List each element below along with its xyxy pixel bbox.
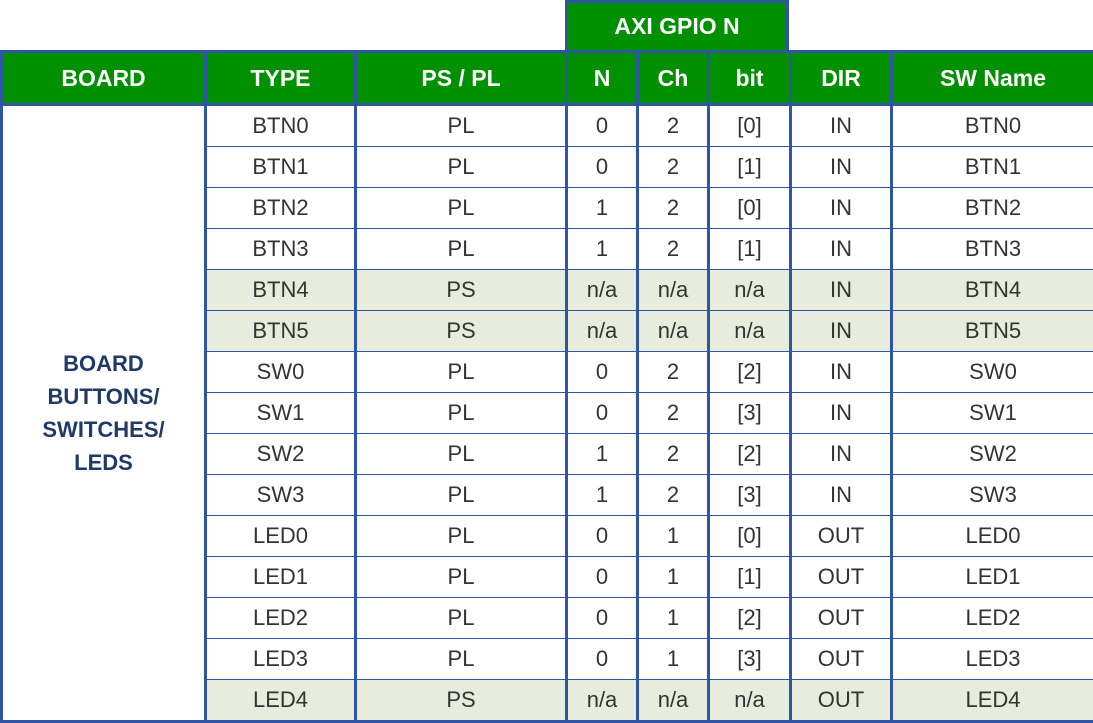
cell-n: 0	[567, 516, 638, 557]
cell-n: 0	[567, 105, 638, 147]
cell-sw-name: LED4	[892, 680, 1093, 722]
board-group-line: BUTTONS/	[9, 380, 198, 413]
col-header-ch: Ch	[638, 52, 709, 105]
cell-type: SW0	[206, 352, 356, 393]
cell-sw-name: SW0	[892, 352, 1093, 393]
cell-bit: [2]	[709, 598, 791, 639]
cell-dir: OUT	[791, 557, 892, 598]
cell-type: BTN4	[206, 270, 356, 311]
table-row	[2, 105, 1093, 147]
cell-n: n/a	[567, 311, 638, 352]
cell-type: BTN0	[206, 105, 356, 147]
cell-n: 0	[567, 393, 638, 434]
cell-dir: IN	[791, 311, 892, 352]
cell-n: 1	[567, 229, 638, 270]
cell-n: n/a	[567, 270, 638, 311]
board-group-label	[2, 105, 206, 722]
cell-ch: 2	[638, 393, 709, 434]
col-header-ps-pl: PS / PL	[356, 52, 567, 105]
cell-sw-name: SW3	[892, 475, 1093, 516]
cell-n: 0	[567, 557, 638, 598]
cell-dir: IN	[791, 434, 892, 475]
cell-ps-pl: PL	[356, 352, 567, 393]
cell-bit: n/a	[709, 311, 791, 352]
cell-sw-name: LED1	[892, 557, 1093, 598]
cell-dir: IN	[791, 393, 892, 434]
cell-ps-pl: PL	[356, 229, 567, 270]
cell-bit: [0]	[709, 105, 791, 147]
cell-sw-name: LED3	[892, 639, 1093, 680]
cell-ch: n/a	[638, 680, 709, 722]
cell-n: 0	[567, 147, 638, 188]
cell-bit: [2]	[709, 352, 791, 393]
cell-sw-name: SW2	[892, 434, 1093, 475]
cell-bit: [0]	[709, 516, 791, 557]
cell-sw-name: SW1	[892, 393, 1093, 434]
cell-dir: IN	[791, 105, 892, 147]
gpio-mapping-table	[0, 50, 1093, 723]
cell-sw-name: BTN1	[892, 147, 1093, 188]
col-header-type: TYPE	[206, 52, 356, 105]
board-group-line: LEDS	[9, 446, 198, 479]
cell-type: SW3	[206, 475, 356, 516]
cell-ch: 2	[638, 188, 709, 229]
cell-sw-name: BTN3	[892, 229, 1093, 270]
cell-dir: IN	[791, 229, 892, 270]
cell-type: BTN2	[206, 188, 356, 229]
cell-bit: n/a	[709, 270, 791, 311]
cell-sw-name: BTN0	[892, 105, 1093, 147]
cell-ps-pl: PL	[356, 557, 567, 598]
cell-type: BTN3	[206, 229, 356, 270]
cell-ch: 2	[638, 352, 709, 393]
cell-dir: OUT	[791, 598, 892, 639]
cell-type: LED3	[206, 639, 356, 680]
axi-gpio-header: AXI GPIO N	[565, 0, 789, 50]
cell-sw-name: BTN4	[892, 270, 1093, 311]
cell-n: 1	[567, 475, 638, 516]
cell-type: SW1	[206, 393, 356, 434]
cell-ch: 1	[638, 516, 709, 557]
cell-type: BTN1	[206, 147, 356, 188]
cell-type: BTN5	[206, 311, 356, 352]
cell-ps-pl: PL	[356, 598, 567, 639]
cell-ch: 2	[638, 434, 709, 475]
cell-type: LED0	[206, 516, 356, 557]
cell-ps-pl: PS	[356, 311, 567, 352]
cell-bit: [2]	[709, 434, 791, 475]
cell-bit: [1]	[709, 229, 791, 270]
cell-bit: [0]	[709, 188, 791, 229]
cell-ps-pl: PL	[356, 393, 567, 434]
cell-type: LED4	[206, 680, 356, 722]
cell-ps-pl: PS	[356, 270, 567, 311]
cell-type: LED1	[206, 557, 356, 598]
cell-dir: OUT	[791, 516, 892, 557]
header-row	[2, 52, 1093, 105]
cell-ps-pl: PL	[356, 475, 567, 516]
cell-n: 1	[567, 188, 638, 229]
cell-dir: IN	[791, 270, 892, 311]
cell-ch: 2	[638, 147, 709, 188]
cell-dir: IN	[791, 147, 892, 188]
cell-dir: OUT	[791, 639, 892, 680]
cell-n: n/a	[567, 680, 638, 722]
cell-ps-pl: PL	[356, 188, 567, 229]
cell-n: 0	[567, 352, 638, 393]
cell-n: 1	[567, 434, 638, 475]
cell-n: 0	[567, 598, 638, 639]
cell-ps-pl: PS	[356, 680, 567, 722]
cell-dir: IN	[791, 475, 892, 516]
cell-ch: n/a	[638, 311, 709, 352]
cell-bit: n/a	[709, 680, 791, 722]
col-header-sw-name: SW Name	[892, 52, 1093, 105]
cell-bit: [3]	[709, 475, 791, 516]
col-header-dir: DIR	[791, 52, 892, 105]
cell-ch: 2	[638, 475, 709, 516]
cell-dir: IN	[791, 188, 892, 229]
cell-sw-name: LED0	[892, 516, 1093, 557]
cell-ps-pl: PL	[356, 639, 567, 680]
col-header-n: N	[567, 52, 638, 105]
board-group-line: SWITCHES/	[9, 413, 198, 446]
cell-bit: [1]	[709, 147, 791, 188]
cell-ps-pl: PL	[356, 105, 567, 147]
cell-ch: 2	[638, 105, 709, 147]
col-header-board: BOARD	[2, 52, 206, 105]
cell-ch: 1	[638, 557, 709, 598]
cell-n: 0	[567, 639, 638, 680]
cell-type: SW2	[206, 434, 356, 475]
cell-sw-name: BTN2	[892, 188, 1093, 229]
cell-sw-name: LED2	[892, 598, 1093, 639]
cell-ps-pl: PL	[356, 516, 567, 557]
cell-bit: [1]	[709, 557, 791, 598]
cell-ps-pl: PL	[356, 434, 567, 475]
cell-dir: IN	[791, 352, 892, 393]
cell-bit: [3]	[709, 393, 791, 434]
cell-ch: 1	[638, 598, 709, 639]
cell-sw-name: BTN5	[892, 311, 1093, 352]
cell-type: LED2	[206, 598, 356, 639]
cell-ps-pl: PL	[356, 147, 567, 188]
cell-ch: 2	[638, 229, 709, 270]
cell-ch: n/a	[638, 270, 709, 311]
cell-ch: 1	[638, 639, 709, 680]
cell-dir: OUT	[791, 680, 892, 722]
board-group-line: BOARD	[9, 347, 198, 380]
col-header-bit: bit	[709, 52, 791, 105]
cell-bit: [3]	[709, 639, 791, 680]
